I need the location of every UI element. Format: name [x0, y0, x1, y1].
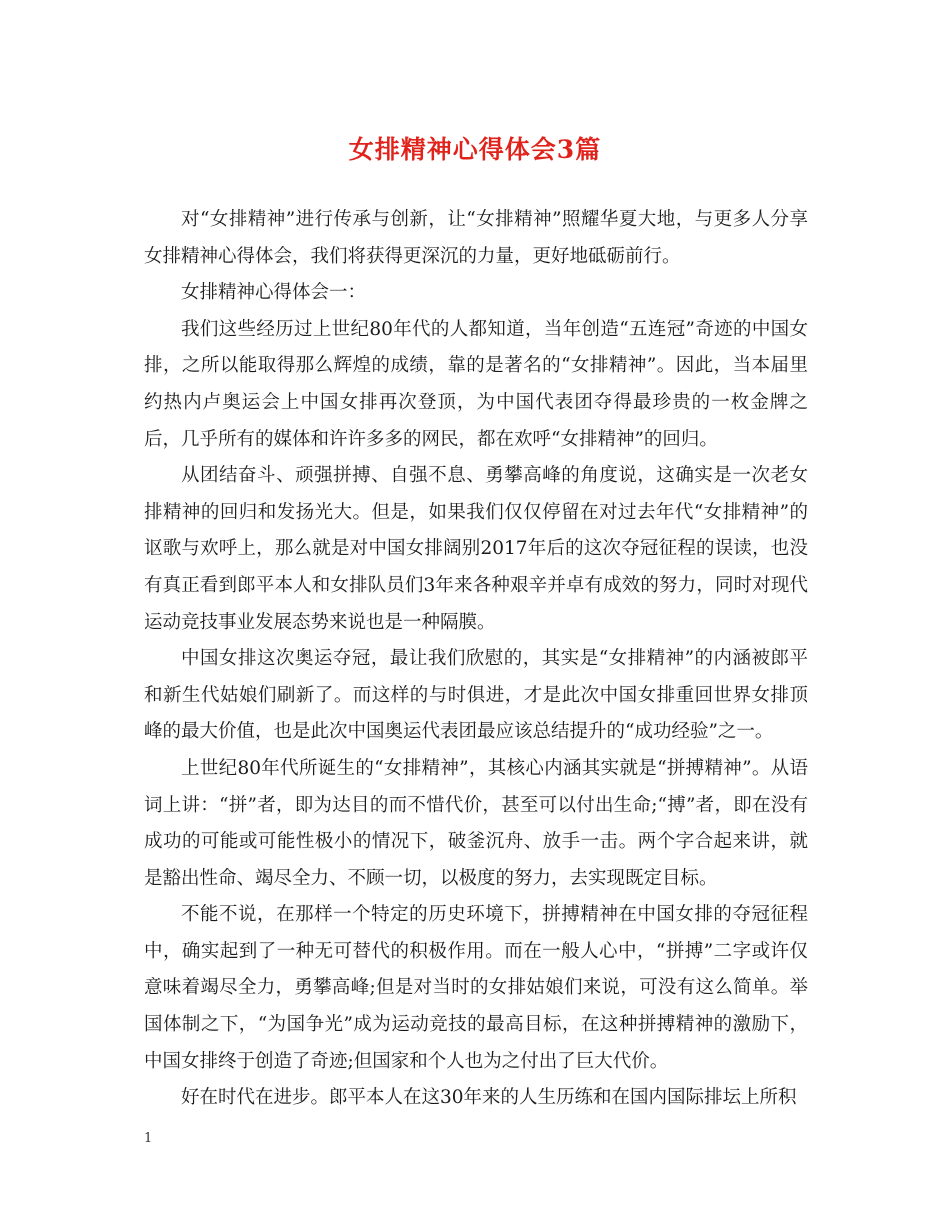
paragraph: 不能不说，在那样一个特定的历史环境下，拼搏精神在中国女排的夺冠征程中，确实起到了一种无可替代的积极作用。而在一般人心中，“拼搏”二字或许仅意味着竭尽全力，勇攀高峰;但是对当时的女排姑娘们来说，可没有这么简单。举国体制之下，“为国争光”成为运动竞技的最高目标，在这种拼搏精神的激励下，中国女排终于创造了奇迹;但国家和个人也为之付出了巨大代价。: [144, 904, 808, 1072]
paragraph-intro: 对“女排精神”进行传承与创新，让“女排精神”照耀华夏大地，与更多人分享女排精神心得体会，我们将获得更深沉的力量，更好地砥砺前行。: [144, 209, 808, 267]
paragraph: 从团结奋斗、顽强拼搏、自强不息、勇攀高峰的角度说，这确实是一次老女排精神的回归和发扬光大。但是，如果我们仅仅停留在对过去年代“女排精神”的讴歌与欢呼上，那么就是对中国女排阔别2017年后的这次夺冠征程的误读，也没有真正看到郎平本人和女排队员们3年来各种艰辛并卓有成效的努力，同时对现代运动竞技事业发展态势来说也是一种隔膜。: [144, 465, 808, 633]
page-number: 1: [144, 1131, 153, 1146]
paragraph-section-heading: 女排精神心得体会一：: [181, 282, 367, 304]
paragraph: 好在时代在进步。郎平本人在这30年来的人生历练和在国内国际排坛上所积: [181, 1087, 797, 1109]
paragraph: 我们这些经历过上世纪80年代的人都知道，当年创造“五连冠”奇迹的中国女排，之所以能取得那么辉煌的成绩，靠的是著名的“女排精神”。因此，当本届里约热内卢奥运会上中国女排再次登顶，为中国代表团夺得最珍贵的一枚金牌之后，几乎所有的媒体和许许多多的网民，都在欢呼“女排精神”的回归。: [144, 318, 808, 450]
document-title: 女排精神心得体会3篇: [348, 135, 602, 164]
document-body: [144, 202, 808, 1117]
paragraph: 上世纪80年代所诞生的“女排精神”，其核心内涵其实就是“拼搏精神”。从语词上讲：“拼”者，即为达目的而不惜代价，甚至可以付出生命;“搏”者，即在没有成功的可能或可能性极小的情况下，破釜沉舟、放手一击。两个字合起来讲，就是豁出性命、竭尽全力、不顾一切，以极度的努力，去实现既定目标。: [144, 757, 808, 889]
paragraph: 中国女排这次奥运夺冠，最让我们欣慰的，其实是“女排精神”的内涵被郎平和新生代姑娘们刷新了。而这样的与时俱进，才是此次中国女排重回世界女排顶峰的最大价值，也是此次中国奥运代表团最应该总结提升的“成功经验”之一。: [144, 648, 808, 743]
